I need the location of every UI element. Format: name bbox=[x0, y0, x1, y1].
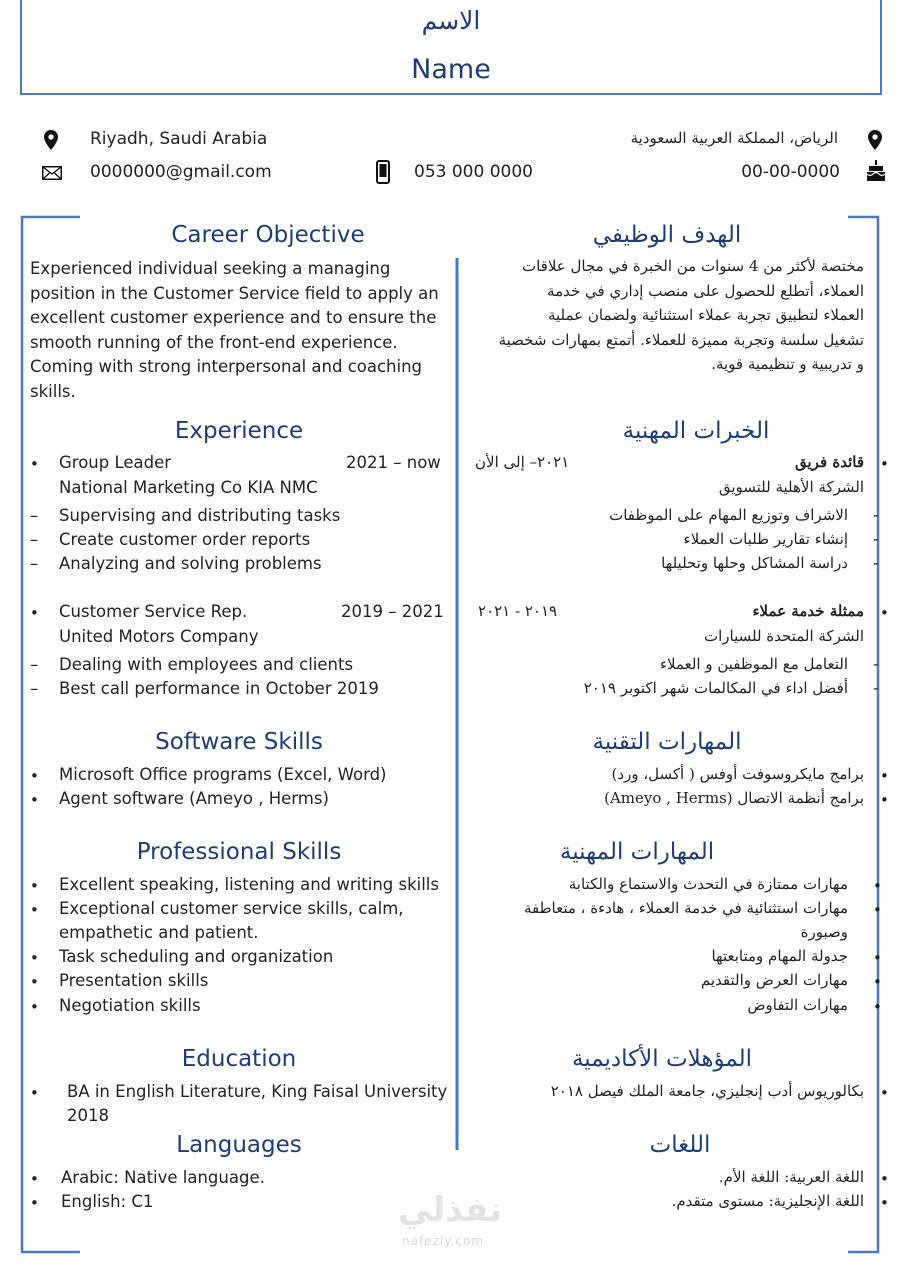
watermark-url: nafezly.com bbox=[402, 1234, 485, 1248]
bullet: • bbox=[30, 1170, 39, 1188]
objective-line-ar: تشغيل سلسة وتجربة مميزة للعملاء. أتمتع بمهارات شخصية bbox=[498, 331, 864, 349]
bullet: • bbox=[30, 949, 39, 967]
job-dates-2: 2019 – 2021 bbox=[341, 602, 444, 621]
professional-skill-ar: مهارات التفاوض bbox=[747, 996, 848, 1014]
career-objective-text: Experienced individual seeking a managing position in the Customer Service field to apply an excellent customer experience and to ensure the smooth running of the front-end experience. Coming with strong interpersonal and coaching skills. bbox=[30, 259, 439, 401]
job-dates-ar-1: ٢٠٢١– إلى الأن bbox=[475, 453, 570, 471]
career-objective-title-ar: الهدف الوظيفي bbox=[592, 222, 742, 248]
job-title-ar-2: ممثلة خدمة عملاء bbox=[752, 602, 864, 620]
education-item: BA in English Literature, King Faisal University bbox=[67, 1082, 448, 1101]
dash: – bbox=[30, 554, 39, 573]
software-skill: Microsoft Office programs (Excel, Word) bbox=[59, 765, 387, 784]
job-company-1: National Marketing Co KIA NMC bbox=[59, 478, 318, 497]
location-arabic: الرياض، المملكة العربية السعودية bbox=[630, 129, 838, 147]
software-skills-title: Software Skills bbox=[155, 729, 323, 755]
professional-skill: Task scheduling and organization bbox=[59, 947, 334, 966]
job-task-ar: أفضل اداء في المكالمات شهر اكتوبر ٢٠١٩ bbox=[583, 679, 848, 697]
bullet: • bbox=[30, 604, 39, 622]
dash: – bbox=[30, 506, 39, 525]
email: 0000000@gmail.com bbox=[90, 162, 272, 182]
bullet: • bbox=[30, 455, 39, 473]
education-title-ar: المؤهلات الأكاديمية bbox=[571, 1046, 753, 1072]
job-company-ar-1: الشركة الأهلية للتسويق bbox=[718, 478, 864, 496]
bullet: • bbox=[880, 1194, 889, 1212]
objective-line-ar: العملاء، أتطلع للحصول على منصب إداري في خدمة bbox=[547, 282, 864, 300]
dash: - bbox=[873, 530, 879, 548]
education-title: Education bbox=[181, 1046, 297, 1072]
job-task: Create customer order reports bbox=[59, 530, 311, 549]
bullet: • bbox=[873, 877, 882, 895]
professional-skill-ar: مهارات العرض والتقديم bbox=[700, 971, 848, 989]
dash: - bbox=[873, 506, 879, 524]
bullet: • bbox=[30, 901, 39, 919]
languages-title: Languages bbox=[176, 1132, 302, 1158]
experience-title-ar: الخبرات المهنية bbox=[622, 418, 770, 444]
education-year: 2018 bbox=[67, 1106, 109, 1125]
phone: 053 000 0000 bbox=[414, 162, 533, 182]
job-task: Dealing with employees and clients bbox=[59, 655, 354, 674]
bullet: • bbox=[873, 973, 882, 991]
name-english: Name bbox=[411, 54, 491, 85]
job-task-ar: التعامل مع الموظفين و العملاء bbox=[659, 655, 848, 673]
bullet: • bbox=[880, 455, 889, 473]
job-task: Best call performance in October 2019 bbox=[59, 679, 379, 698]
objective-line-ar: مختصة لأكثر من 4 سنوات من الخبرة في مجال علاقات bbox=[521, 257, 864, 275]
job-company-2: United Motors Company bbox=[59, 627, 259, 646]
bullet: • bbox=[880, 767, 889, 785]
experience-title: Experience bbox=[174, 418, 304, 444]
dash: – bbox=[30, 655, 39, 674]
bullet: • bbox=[30, 877, 39, 895]
education-item-ar: بكالوريوس أدب إنجليزي، جامعة الملك فيصل ٢٠١٨ bbox=[550, 1082, 864, 1100]
bullet: • bbox=[873, 949, 882, 967]
job-task: Analyzing and solving problems bbox=[59, 554, 322, 573]
job-title-ar-1: قائدة فريق bbox=[794, 453, 864, 471]
job-task: Supervising and distributing tasks bbox=[59, 506, 341, 525]
professional-skill: Negotiation skills bbox=[59, 996, 201, 1015]
dash: - bbox=[873, 655, 879, 673]
bullet: • bbox=[880, 791, 889, 809]
bullet: • bbox=[873, 998, 882, 1016]
job-company-ar-2: الشركة المتحدة للسيارات bbox=[703, 627, 864, 645]
language-item-ar: اللغة العربية: اللغة الأم. bbox=[718, 1168, 864, 1186]
software-skills-title-ar: المهارات التقنية bbox=[592, 729, 742, 755]
languages-title-ar: اللغات bbox=[649, 1132, 711, 1158]
professional-skills-title: Professional Skills bbox=[136, 839, 342, 865]
dash: - bbox=[873, 679, 879, 697]
dash: – bbox=[30, 530, 39, 549]
professional-skill: Presentation skills bbox=[59, 971, 209, 990]
job-task-ar: دراسة المشاكل وحلها وتحليلها bbox=[661, 554, 848, 572]
bullet: • bbox=[30, 1084, 39, 1102]
software-skill-ar: برامج أنظمة الاتصال (Ameyo , Herms) bbox=[604, 789, 864, 807]
bullet: • bbox=[880, 1170, 889, 1188]
professional-skill: Excellent speaking, listening and writing skills bbox=[59, 875, 439, 894]
objective-line-ar: و تدريبية و تنظيمية قوية. bbox=[711, 355, 864, 373]
bullet: • bbox=[880, 1084, 889, 1102]
language-item: English: C1 bbox=[61, 1192, 154, 1211]
professional-skills-title-ar: المهارات المهنية bbox=[559, 839, 715, 865]
watermark-logo: نفذلي bbox=[398, 1190, 503, 1230]
job-task-ar: إنشاء تقارير طلبات العملاء bbox=[683, 530, 848, 548]
dash: – bbox=[30, 679, 39, 698]
job-title-1: Group Leader bbox=[59, 453, 172, 472]
software-skill: Agent software (Ameyo , Herms) bbox=[59, 789, 329, 808]
professional-skill-ar: مهارات ممتازة في التحدث والاستماع والكتابة bbox=[568, 875, 848, 893]
job-title-2: Customer Service Rep. bbox=[59, 602, 248, 621]
name-arabic: الاسم bbox=[421, 6, 481, 35]
professional-skill-ar: جدولة المهام ومتابعتها bbox=[711, 947, 848, 965]
bullet: • bbox=[880, 604, 889, 622]
professional-skill: Exceptional customer service skills, calm, bbox=[59, 899, 404, 918]
bullet: • bbox=[30, 973, 39, 991]
bullet: • bbox=[30, 998, 39, 1016]
birthdate: 00-00-0000 bbox=[741, 162, 840, 182]
bullet: • bbox=[30, 791, 39, 809]
job-dates-1: 2021 – now bbox=[346, 453, 441, 472]
bullet: • bbox=[30, 767, 39, 785]
language-item-ar: اللغة الإنجليزية: مستوى متقدم. bbox=[671, 1192, 864, 1210]
language-item: Arabic: Native language. bbox=[61, 1168, 265, 1187]
job-dates-ar-2: ٢٠١٩ - ٢٠٢١ bbox=[478, 602, 558, 620]
professional-skill: empathetic and patient. bbox=[59, 923, 259, 942]
professional-skill-ar: مهارات استثنائية في خدمة العملاء ، هادءة ، متعاطفة bbox=[523, 899, 848, 917]
bullet: • bbox=[873, 901, 882, 919]
job-task-ar: الاشراف وتوزيع المهام على الموظفات bbox=[609, 506, 848, 524]
objective-line-ar: العملاء لتطبيق تجربة عملاء استثنائية ولضمان عملية bbox=[547, 306, 864, 324]
location-english: Riyadh, Saudi Arabia bbox=[90, 129, 268, 149]
dash: - bbox=[873, 554, 879, 572]
bullet: • bbox=[30, 1194, 39, 1212]
professional-skill-ar: وصبورة bbox=[800, 923, 848, 941]
career-objective-title: Career Objective bbox=[171, 222, 365, 248]
software-skill-ar: برامج مايكروسوفت أوفس ( أكسل، ورد) bbox=[611, 765, 864, 783]
